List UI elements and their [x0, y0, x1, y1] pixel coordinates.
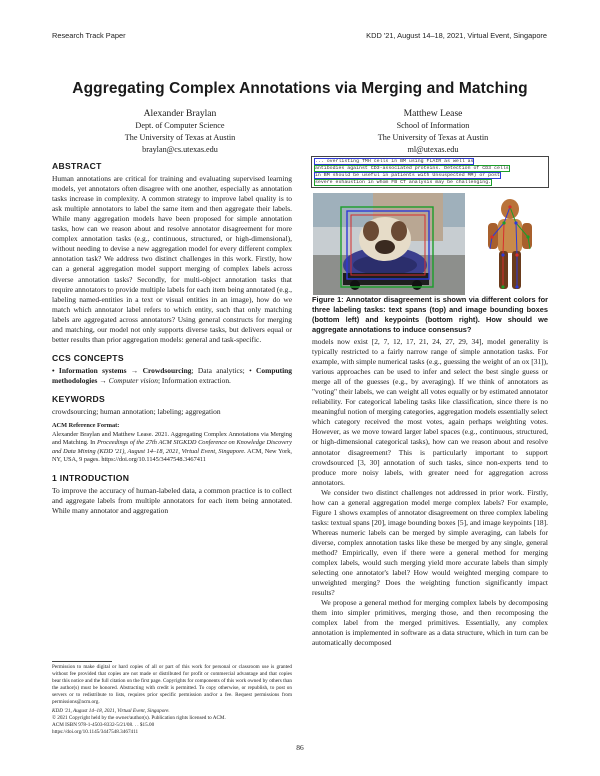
author-2-dept: School of Information [396, 121, 470, 130]
permission-isbn: ACM ISBN 978-1-4503-8332-5/21/08. . . $15.00 [52, 722, 155, 729]
author-2-email[interactable]: ml@utexas.edu [407, 144, 459, 154]
figure-text-line: antibodies against CD3-associated proteins. Detection of CD3 cells [315, 166, 509, 172]
intro-heading: 1 INTRODUCTION [52, 473, 130, 484]
permission-block [52, 664, 292, 736]
figure-text-line: in BM should be useful in patients with Unsuspected MM) or post [315, 173, 500, 179]
left-column [52, 161, 292, 516]
author-2-org: The University of Texas at Austin [377, 132, 489, 142]
intro-text: To improve the accuracy of human-labeled data, a common practice is to collect and aggregate labels from multiple annotators for each item being annotated. While many annotator and aggregation [52, 486, 292, 516]
ccs-line2-italic: Computer vision [108, 375, 158, 385]
ccs-line1-bold: • Information systems → Crowdsourcing [52, 365, 192, 375]
figure-text-line: ... overlisting TMH cells in BM using FLAIR as well as [315, 159, 474, 164]
page-number: 86 [296, 743, 304, 752]
author-1-dept: Dept. of Computer Science [135, 121, 225, 130]
running-header-left: Research Track Paper [52, 31, 126, 40]
acm-reference-heading: ACM Reference Format: [52, 422, 120, 430]
figure-bounding-box-image [313, 193, 465, 295]
figure-text-line: severe exhaustion in whom FB CT analysis may be challenging. [315, 180, 492, 186]
author-2-name: Matthew Lease [403, 108, 463, 119]
permission-doi[interactable]: https://doi.org/10.1145/3447548.3467411 [52, 729, 139, 736]
footnote-rule [52, 661, 112, 662]
figure-1 [311, 156, 549, 296]
ccs-concepts [52, 366, 292, 386]
acm-reference [52, 422, 292, 465]
paper-title: Aggregating Complex Annotations via Merging and Matching [72, 80, 528, 97]
ccs-heading: CCS CONCEPTS [52, 352, 124, 363]
permission-venue: KDD '21, August 14–18, 2021, Virtual Event, Singapore. [52, 708, 170, 715]
right-paragraph-3: We propose a general method for merging complex labels by decomposing them into simpler primitives, merging those, and then recomposing the complex label from the merged primitives. Essentially, any complex annotation is implemented in software as a data structure, which in turn can be automatically decomposed [312, 598, 548, 648]
right-column [312, 337, 548, 648]
running-header-right: KDD '21, August 14–18, 2021, Virtual Event, Singapore [366, 31, 547, 40]
keywords-text: crowdsourcing; human annotation; labeling; aggregation [52, 407, 221, 417]
acm-reference-doi[interactable]: ACM, New York, NY, USA, 9 pages. https://doi.org/10.1145/3447548.3467411 [52, 447, 292, 464]
permission-copyright: © 2021 Copyright held by the owner/author(s). Publication rights licensed to ACM. [52, 715, 226, 722]
figure-text-spans [311, 156, 549, 188]
right-paragraph-2: We consider two distinct challenges not addressed in prior work. Firstly, how can a general aggregation model merge complex labels? For example, Figure 1 shows examples of annotator disagreement on three complex labeling tasks: textual spans [20], image bounding boxes [5], and image keypoints [18]. Whereas numeric labels can be merged by simple averaging, can labels for diverse, complex annotation tasks like these be merged by any single, general method? Empirically, even if there were a general method for merging complex labels, would such merging yield more accurate labels than simply selecting one annotator's label? How would weighted merging compare to unweighted merging? Does the weighting function significantly impact results? [312, 487, 548, 598]
author-1-email[interactable]: braylan@cs.utexas.edu [142, 144, 218, 154]
ccs-line2-bold: Computing methodologies → [52, 365, 292, 385]
abstract-text: Human annotations are critical for training and evaluating supervised learning models, yet annotators often disagree with one another, especially as annotation tasks increase in complexity. A common strategy to improve label quality is to ask multiple annotators to label the same item and then aggregate their labels. While many aggregation models have been proposed for simple annotation tasks, how can we reason about and resolve annotator disagreement for more complex annotation tasks (e.g., continuous, structured, or high-dimensional), without needing to devise a new aggregation model for every different complex annotation task? We address two distinct challenges in this work. Firstly, how can a general aggregation model support merging of complex labels across diverse annotation tasks? Secondly, for multi-object annotation tasks that require annotators to provide multiple labels for each item being annotated (e.g., labeling named-entities in a text or visual entities in an image), how do we match which annotator label refers to which entity, such that only matching labels are aggregated across annotators? Using general constructs for merging and matching, our model not only supports diverse tasks, but delivers equal or better results than prior aggregation models: general and task-specific. [52, 174, 292, 344]
keywords-heading: KEYWORDS [52, 393, 106, 404]
author-1-org: The University of Texas at Austin [124, 132, 236, 142]
figure-1-caption: Figure 1: Annotator disagreement is shown via different colors for three labeling tasks: text spans (top) and image bounding boxes (bottom left) and keypoints (bottom right). How should we aggregate annotations to induce consensus? [312, 295, 548, 334]
abstract-heading: ABSTRACT [52, 161, 102, 171]
author-2 [333, 108, 533, 155]
figure-keypoint-image [474, 193, 546, 295]
author-1-name: Alexander Braylan [143, 108, 217, 119]
ccs-line2-rest: ; Information extraction. [158, 375, 231, 385]
author-1 [80, 108, 280, 155]
permission-text: Permission to make digital or hard copies of all or part of this work for personal or classroom use is granted without fee provided that copies are not made or distributed for profit or commercial advantage and that copies bear this notice and the full citation on the first page. Copyrights for components of this work owned by others than the author(s) must be honored. Abstracting with credit is permitted. To copy otherwise, or republish, to post on servers or to redistribute to lists, requires prior specific permission and/or a fee. Request permissions from permissions@acm.org. [52, 664, 292, 706]
acm-reference-venue: Proceedings of the 27th ACM SIGKDD Conference on Knowledge Discovery and Data Mining (KDD '21), August 14–18, 2021, Virtual Event, Singapore. [52, 439, 292, 455]
ccs-line1-rest: ; Data analytics; • [191, 365, 252, 375]
right-paragraph-1: models now exist [2, 7, 12, 17, 21, 24, 27, 29, 34], model generality is typically restricted to a fairly narrow range of simple annotation tasks. For example, with simple numerical tasks (e.g., guessing the weight of an ox [31]), various approaches can be used to infer and select the best single guess or merge all of the guesses (e.g., by averaging). If we think of annotators as "voting" their labels, we can weight all votes equally or by estimated annotator reliability. For categorical labeling tasks like classification, since there is no meaningful notion of merging categories, aggregation models essentially select which category received the most votes, again perhaps weighting votes. However, as we move toward larger label spaces (e.g., continuous, structured, or high-dimensional categorical tasks), how can we reason about and resolve annotator disagreement? This is particularly important to support crowdsourced [3, 30] annotation of such tasks, since non-experts tend to produce more noisy labels, with greater need for aggregation across annotators. [312, 337, 548, 487]
acm-reference-text: Alexander Braylan and Matthew Lease. 2021. Aggregating Complex Annotations via Merging and Matching. In [52, 430, 292, 447]
